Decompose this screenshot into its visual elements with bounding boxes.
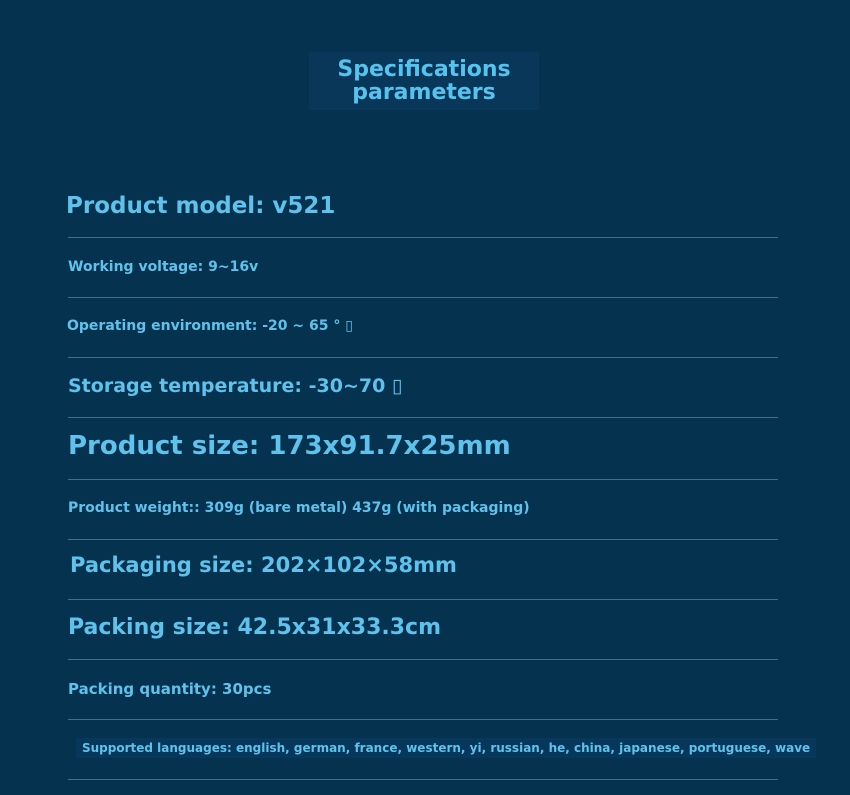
divider xyxy=(68,599,778,600)
spec-packing-quantity: Packing quantity: 30pcs xyxy=(68,680,272,698)
title-line-2: parameters xyxy=(352,80,496,105)
divider xyxy=(68,539,778,540)
spec-packaging-size: Packaging size: 202×102×58mm xyxy=(70,553,457,577)
divider xyxy=(68,779,778,780)
divider xyxy=(68,719,778,720)
spec-packing-size: Packing size: 42.5x31x33.3cm xyxy=(68,615,442,640)
spec-storage-temperature: Storage temperature: -30~70 ▯ xyxy=(68,375,403,397)
divider xyxy=(68,357,778,358)
spec-operating-environment: Operating environment: -20 ~ 65 ° ▯ xyxy=(67,318,353,334)
spec-supported-languages: Supported languages: english, german, france, western, yi, russian, he, china, japanese, portuguese, wave xyxy=(76,738,816,758)
divider xyxy=(68,237,778,238)
divider xyxy=(68,479,778,480)
divider xyxy=(68,659,778,660)
spec-product-weight: Product weight:: 309g (bare metal) 437g (with packaging) xyxy=(68,500,530,516)
title-line-1: Specifications xyxy=(337,57,511,82)
divider xyxy=(68,297,778,298)
divider xyxy=(68,417,778,418)
spec-product-size: Product size: 173x91.7x25mm xyxy=(68,431,511,461)
spec-working-voltage: Working voltage: 9~16v xyxy=(68,259,259,275)
spec-product-model: Product model: v521 xyxy=(66,193,336,219)
